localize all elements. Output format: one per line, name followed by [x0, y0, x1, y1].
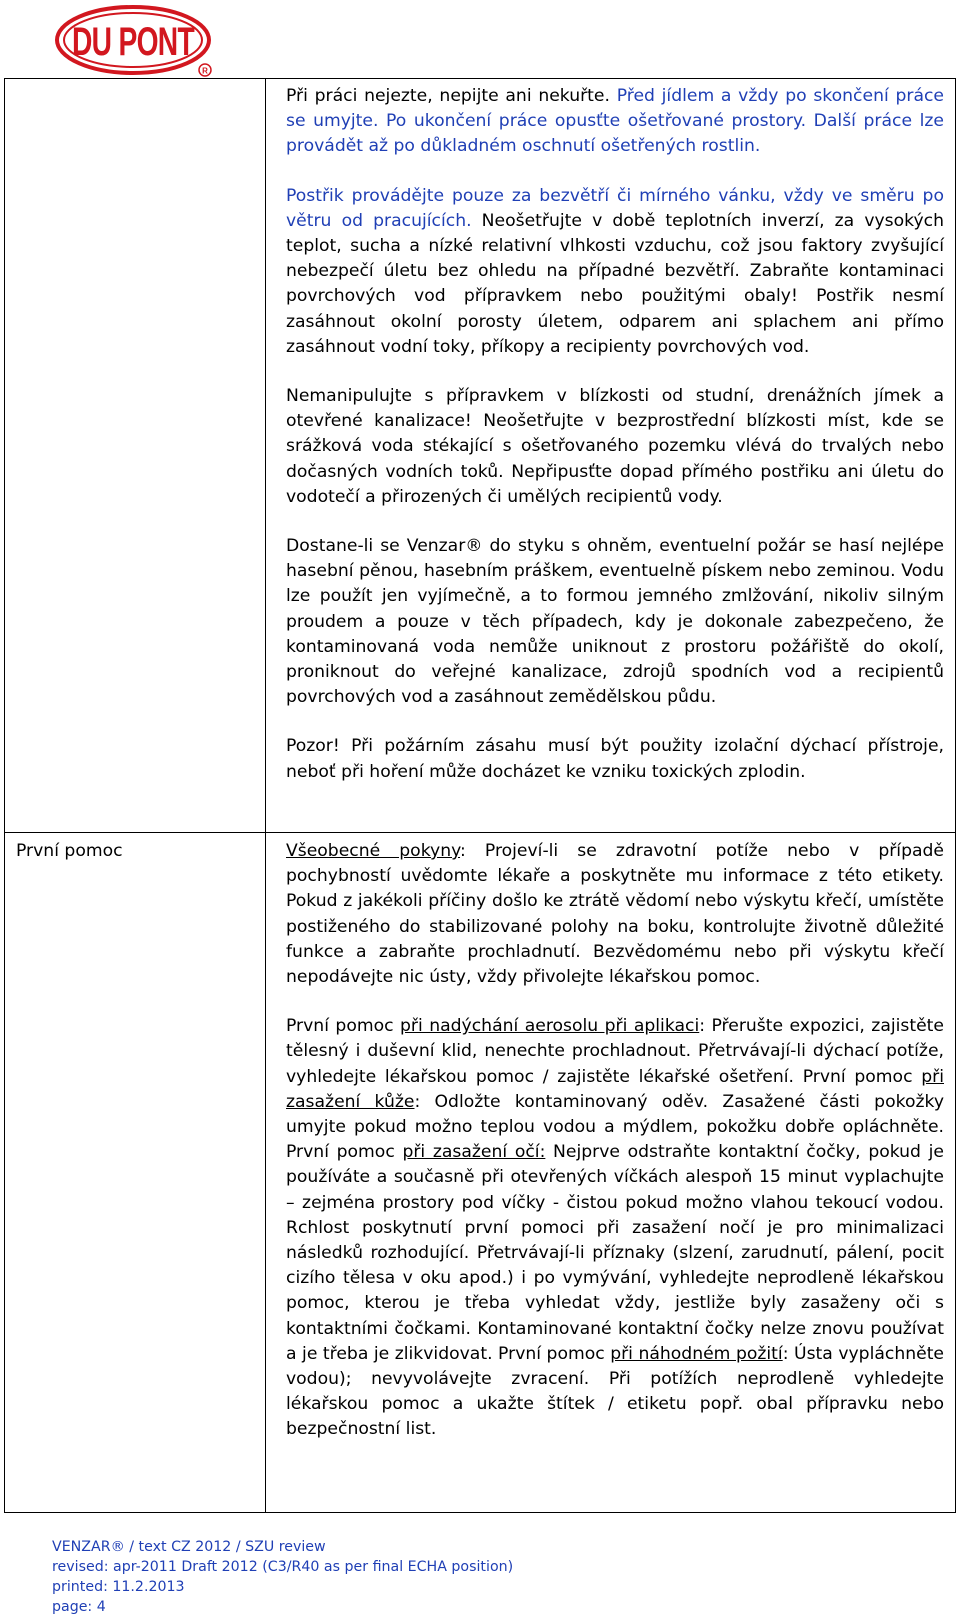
footer-page-line: page: 4 — [52, 1599, 106, 1615]
text-run: Před jídlem a vždy po skončení práce se umyjte. Po ukončení práce opusťte ošetřované prostory. Další práce lze provádět až po důkladném oschnutí ošetřených rostlin. — [286, 86, 944, 157]
text-run: Při práci nejezte, nepijte ani nekuřte. — [286, 86, 617, 106]
table-left-border — [4, 78, 5, 1513]
paragraph-first-aid-details — [286, 1014, 944, 1442]
svg-text:R: R — [202, 66, 208, 76]
text-run: Postřik provádějte pouze za bezvětří či mírného vánku, vždy ve směru po větru od pracujících. — [286, 185, 944, 231]
first-aid-label: První pomoc — [16, 841, 123, 861]
footer-revision-line: revised: apr-2011 Draft 2012 (C3/R40 as per final ECHA position) — [52, 1559, 514, 1575]
text-run: : Ústa vypláchněte vodou); nevyvolávejte zvracení. Při potížích neprodleně vyhledejte lékařskou pomoc a ukažte štítek / etiketu popř. obal přípravku nebo bezpečnostní list. — [286, 1343, 945, 1440]
footer-printed-line: printed: 11.2.2013 — [52, 1579, 185, 1595]
table-top-border — [4, 78, 956, 79]
text-run: při náhodném požití — [610, 1343, 783, 1364]
paragraph-general-instructions — [286, 839, 944, 990]
text-run: První pomoc — [286, 1016, 401, 1037]
text-run: : Odložte kontaminovaný oděv. Zasažené části pokožky umyjte pokud možno teplou vodou a mýdlem, pokožku dobře opláchněte. První pomoc — [286, 1091, 944, 1163]
text-run: Pozor! Při požárním zásahu musí být použity izolační dýchací přístroje, neboť při hoření může docházet ke vzniku toxických zplodin. — [286, 736, 944, 782]
text-run: Všeobecné pokyny — [286, 841, 461, 861]
text-run: při zasažení očí: — [402, 1142, 546, 1163]
document-footer — [52, 1537, 513, 1617]
paragraph-warning — [286, 734, 944, 784]
text-run: Dostane-li se Venzar® do styku s ohněm, eventuelní požár se hasí nejlépe hasební pěnou, hasebním práškem, eventuelně pískem nebo zeminou. — [286, 536, 944, 582]
text-run: Postřik nesmí zasáhnout okolní porosty úletem, odparem ani splachem ani přímo zasáhnout vodní toky, příkopy a recipienty povrchových vod. — [286, 286, 944, 357]
first-aid-cell — [286, 839, 944, 1467]
text-run: Vodu lze použít jen vyjímečně, a to formou jemného zmlžování, nikoliv silným proudem a pouze v těch případech, kdy je dokonale zabezpečeno, že kontaminovaná voda nemůže uniknout z prostoru požářiště do okolí, proniknout do veřejné kanalizace, zdrojů spodních vod a recipientů povrchových vod a zasáhnout zemědělskou půdu. — [286, 561, 944, 708]
text-run: Nemanipulujte s přípravkem v blízkosti od studní, drenážních jímek a otevřené kanalizace! Neošetřujte v bezprostřední blízkosti míst, kde se srážková voda stékající s ošetřovaného pozemku vlévá do trvalých nebo dočasných vodních toků. Nepřipusťte dopad přímého postřiku ani úletu do vodotečí a přirozených či umělých recipientů vody. — [286, 386, 944, 507]
text-run: Nejprve odstraňte kontaktní čočky, pokud je používáte a současně při otevřených víčkách alespoň 15 minut vyplachujte – zejména prostory pod víčky - čistou pokud možno vlahou tekoucí vodou. Rchlost poskytnutí první pomoci při zasažení nočí je pro minimalizaci následků rozhodující. Přetrvávají-li příznaky (slzení, zarudnutí, pálení, pocit cizího tělesa v oku apod.) i po vymývání, vyhledejte neprodleně lékařskou pomoc, kterou je třeba vyhledat vždy, jestliže byly zasaženy oči s kontaktními čočkami. Kontaminované kontaktní čočky nelze znovu používat a je třeba je zlikvidovat. První pomoc — [286, 1142, 944, 1364]
paragraph-fire — [286, 534, 944, 710]
text-run: při zasažení kůže — [286, 1066, 944, 1112]
table-bottom-border — [4, 1512, 956, 1513]
row-divider — [4, 832, 956, 833]
paragraph-spraying — [286, 184, 944, 360]
text-run: : Projeví-li se zdravotní potíže nebo v případě pochybností uvědomte lékaře a poskytněte mu informace z této etikety. Pokud z jakékoli příčiny došlo ke ztrátě vědomí nebo výskytu křečí, umístěte postiženého do stabilizované polohy na boku, kontrolujte životně důležité funkce a zabraňte prochladnutí. Bezvědomému nebo při výskytu křečí nepodávejte nic ústy, vždy přivolejte lékařskou pomoc. — [286, 841, 944, 988]
paragraph-hygiene — [286, 84, 944, 160]
svg-text:DU PONT: DU PONT — [72, 20, 195, 64]
text-run: Neošetřujte v době teplotních inverzí, za vysokých teplot, sucha a nízké relativní vlhkosti vzduchu, což jsou faktory zvyšující nebezpečí úletu bez ohledu na případné bezvětří. Zabraňte kontaminaci povrchových vod přípravkem nebo použitými obaly! — [286, 210, 944, 307]
text-run: při nadýchání aerosolu při aplikaci — [400, 1016, 700, 1037]
text-run: : Přerušte expozici, zajistěte tělesný i duševní klid, nenechte prochladnout. Přetrvávají-li dýchací potíže, vyhledejte lékařskou pomoc / zajistěte lékařské ošetření. První pomoc — [286, 1016, 944, 1087]
dupont-logo — [55, 4, 217, 80]
column-divider — [265, 78, 266, 1513]
footer-product-line: VENZAR® / text CZ 2012 / SZU review — [52, 1539, 326, 1555]
safety-instructions-cell — [286, 84, 944, 809]
paragraph-water-protection — [286, 384, 944, 510]
table-right-border — [955, 78, 956, 1513]
